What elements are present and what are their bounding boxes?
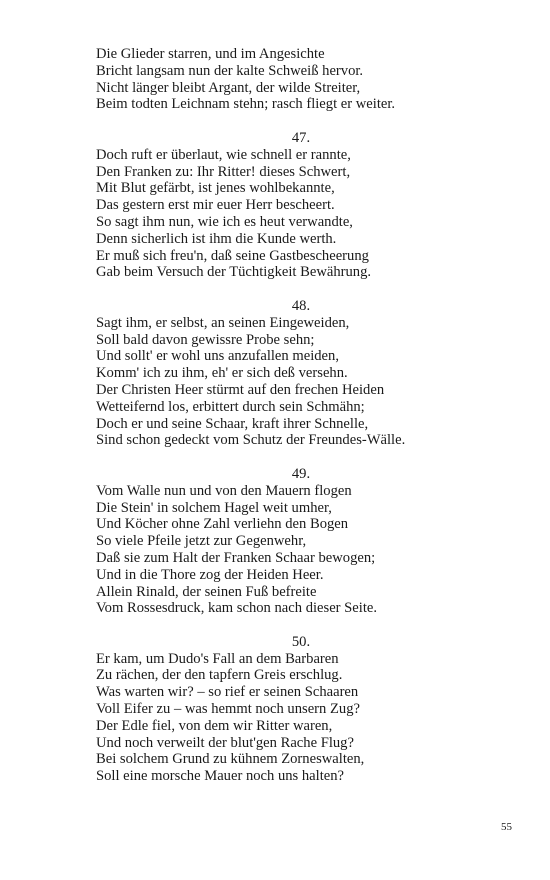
poem-line: Der Christen Heer stürmt auf den frechen Heiden (96, 381, 385, 398)
poem-line: Und Köcher ohne Zahl verliehn den Bogen (96, 516, 349, 533)
poem-line: Und sollt' er wohl uns anzufallen meiden, (96, 348, 339, 365)
poem-line: Und noch verweilt der blut'gen Rache Flug? (96, 734, 354, 751)
poem-line: Er muß sich freu'n, daß seine Gastbescheerung (96, 247, 369, 264)
poem-line: Vom Rossesdruck, kam schon nach dieser Seite. (96, 600, 378, 617)
poem-line: Voll Eifer zu – was hemmt noch unsern Zug? (96, 701, 360, 718)
poem-line: Der Edle fiel, von dem wir Ritter waren, (96, 717, 333, 734)
poem-line: So viele Pfeile jetzt zur Gegenwehr, (96, 533, 307, 550)
poem-line: Vom Walle nun und von den Mauern flogen (96, 482, 352, 499)
poem-line: Nicht länger bleibt Argant, der wilde Streiter, (96, 79, 361, 96)
poem-line: Doch er und seine Schaar, kraft ihrer Schnelle, (96, 415, 369, 432)
poem-line: Die Glieder starren, und im Angesichte (96, 46, 325, 62)
stanza-50 (96, 634, 516, 785)
poem-line: Zu rächen, der den tapfern Greis erschlug. (96, 667, 343, 684)
stanza-number: 49. (291, 465, 311, 482)
poem-line: Sind schon gedeckt vom Schutz der Freundes-Wälle. (96, 432, 406, 449)
page-number: 55 (501, 821, 512, 833)
stanza-49 (96, 466, 516, 617)
stanza-47 (96, 130, 516, 281)
poem-line: Er kam, um Dudo's Fall an dem Barbaren (96, 650, 339, 667)
poem-line: Daß sie zum Halt der Franken Schaar bewogen; (96, 549, 376, 566)
poem-line: So sagt ihm nun, wie ich es heut verwandte, (96, 213, 353, 230)
poem-line: Gab beim Versuch der Tüchtigkeit Bewährung. (96, 264, 372, 281)
poem-line: Das gestern erst mir euer Herr bescheert. (96, 197, 335, 214)
poem-line: Denn sicherlich ist ihm die Kunde werth. (96, 230, 337, 247)
poem-line: Allein Rinald, der seinen Fuß befreite (96, 583, 317, 600)
stanza-number: 50. (291, 633, 311, 650)
intro-lines (96, 46, 516, 113)
poem-line: Bei solchem Grund zu kühnem Zorneswalten, (96, 751, 365, 768)
poem-line: Bricht langsam nun der kalte Schweiß hervor. (96, 62, 364, 79)
poem-line: Die Stein' in solchem Hagel weit umher, (96, 499, 332, 516)
stanza-number: 47. (291, 129, 311, 146)
poem-text (96, 46, 516, 785)
stanza-number: 48. (291, 297, 311, 314)
poem-line: Doch ruft er überlaut, wie schnell er rannte, (96, 146, 351, 163)
poem-line: Wetteifernd los, erbittert durch sein Schmähn; (96, 398, 365, 415)
poem-line: Soll eine morsche Mauer noch uns halten? (96, 768, 345, 785)
poem-line: Und in die Thore zog der Heiden Heer. (96, 566, 324, 583)
poem-line: Sagt ihm, er selbst, an seinen Eingeweiden, (96, 314, 350, 331)
stanza-48 (96, 298, 516, 449)
poem-line: Was warten wir? – so rief er seinen Schaaren (96, 684, 359, 701)
poem-line: Den Franken zu: Ihr Ritter! dieses Schwert, (96, 163, 351, 180)
poem-line: Beim todten Leichnam stehn; rasch fliegt er weiter. (96, 96, 396, 113)
poem-line: Mit Blut gefärbt, ist jenes wohlbekannte, (96, 180, 335, 197)
poem-line: Soll bald davon gewissre Probe sehn; (96, 331, 315, 348)
poem-line: Komm' ich zu ihm, eh' er sich deß versehn. (96, 365, 348, 382)
